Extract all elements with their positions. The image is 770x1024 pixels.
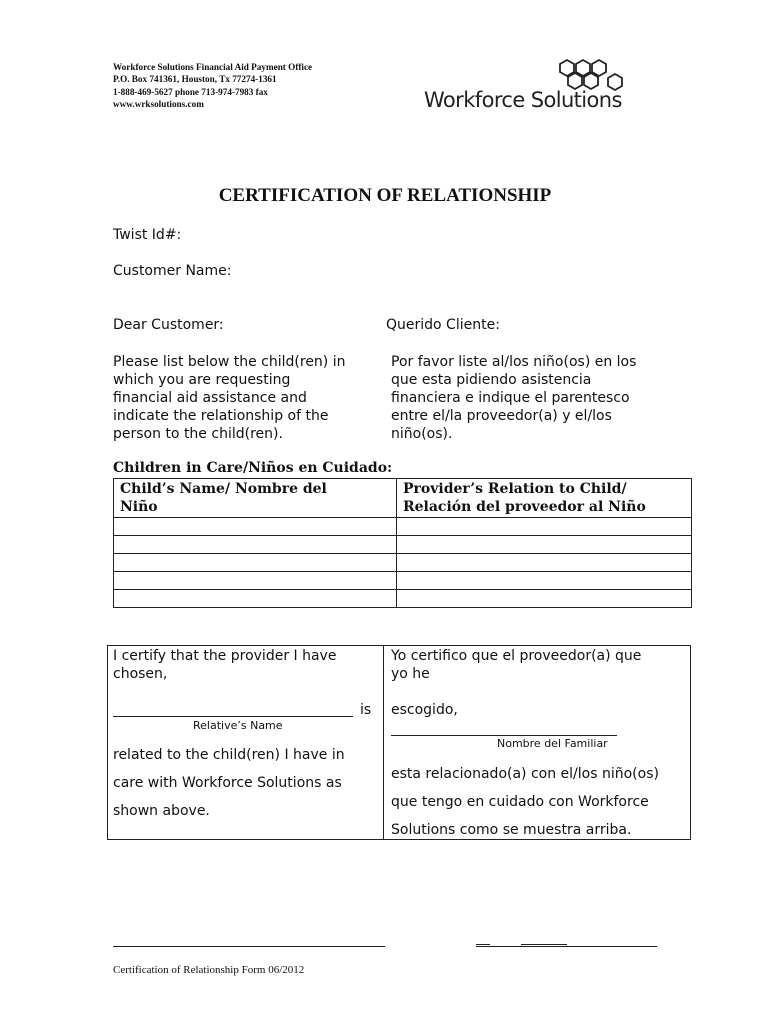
instruction-line: que esta pidiendo asistencia bbox=[391, 372, 592, 388]
is-text: is bbox=[360, 702, 372, 718]
address-line: 1-888-469-5627 phone 713-974-7983 fax bbox=[113, 86, 268, 97]
header-line: Relación del proveedor al Niño bbox=[403, 499, 646, 515]
date-line[interactable] bbox=[476, 946, 657, 947]
certify-spanish-body bbox=[391, 760, 659, 844]
page-title: CERTIFICATION OF RELATIONSHIP bbox=[218, 185, 552, 206]
instruction-line: financial aid assistance and bbox=[113, 390, 307, 406]
child-name-column-header bbox=[114, 479, 397, 518]
instruction-line: niño(os). bbox=[391, 426, 453, 442]
date-line-mark bbox=[476, 944, 490, 945]
relative-name-line[interactable] bbox=[113, 716, 353, 717]
relation-cell[interactable] bbox=[397, 536, 692, 554]
instruction-line: financiera e indique el parentesco bbox=[391, 390, 630, 406]
children-table bbox=[113, 478, 692, 608]
cert-line: Solutions como se muestra arriba. bbox=[391, 822, 632, 838]
child-name-cell[interactable] bbox=[114, 518, 397, 536]
instruction-line: Please list below the child(ren) in bbox=[113, 354, 346, 370]
cert-line: Yo certifico que el proveedor(a) que bbox=[391, 648, 642, 664]
greeting-english: Dear Customer: bbox=[113, 317, 224, 333]
cert-line: yo he bbox=[391, 666, 430, 682]
cert-line: shown above. bbox=[113, 803, 210, 819]
table-row bbox=[114, 590, 692, 608]
address-line: www.wrksolutions.com bbox=[113, 98, 204, 109]
certify-english-body bbox=[113, 741, 345, 825]
address-line: P.O. Box 741361, Houston, Tx 77274-1361 bbox=[113, 74, 277, 85]
child-name-cell[interactable] bbox=[114, 590, 397, 608]
instruction-line: entre el/la proveedor(a) y el/los bbox=[391, 408, 612, 424]
cert-line: chosen, bbox=[113, 666, 168, 682]
child-name-cell[interactable] bbox=[114, 536, 397, 554]
familiar-name-caption: Nombre del Familiar bbox=[497, 737, 608, 750]
table-row bbox=[114, 518, 692, 536]
certification-divider bbox=[383, 645, 384, 840]
table-row bbox=[114, 554, 692, 572]
familiar-name-line[interactable] bbox=[391, 735, 617, 736]
workforce-solutions-logo bbox=[418, 58, 658, 118]
greeting-spanish: Querido Cliente: bbox=[386, 317, 500, 333]
relation-cell[interactable] bbox=[397, 554, 692, 572]
table-header-row bbox=[114, 479, 692, 518]
cert-line: care with Workforce Solutions as bbox=[113, 775, 342, 791]
customer-name-label: Customer Name: bbox=[113, 263, 232, 279]
table-row bbox=[114, 572, 692, 590]
cert-line: esta relacionado(a) con el/los niño(os) bbox=[391, 766, 659, 782]
certify-english-intro bbox=[113, 647, 336, 683]
cert-line: que tengo en cuidado con Workforce bbox=[391, 794, 649, 810]
office-address-block bbox=[113, 61, 312, 110]
instruction-line: indicate the relationship of the bbox=[113, 408, 329, 424]
relation-column-header bbox=[397, 479, 692, 518]
instruction-line: which you are requesting bbox=[113, 372, 291, 388]
child-name-cell[interactable] bbox=[114, 554, 397, 572]
twist-id-label: Twist Id#: bbox=[113, 227, 182, 243]
signature-line[interactable] bbox=[113, 946, 385, 947]
instructions-english bbox=[113, 353, 345, 443]
date-line-mark bbox=[521, 944, 567, 945]
child-name-cell[interactable] bbox=[114, 572, 397, 590]
address-line: Workforce Solutions Financial Aid Payment Office bbox=[113, 62, 313, 72]
table-row bbox=[114, 536, 692, 554]
relation-cell[interactable] bbox=[397, 590, 692, 608]
header-line: Provider’s Relation to Child/ bbox=[403, 481, 627, 497]
header-line: Niño bbox=[120, 499, 158, 515]
relative-name-caption: Relative’s Name bbox=[193, 719, 283, 732]
children-section-heading: Children in Care/Niños en Cuidado: bbox=[113, 460, 393, 476]
instruction-line: Por favor liste al/los niño(os) en los bbox=[391, 354, 637, 370]
logo-wordmark: Workforce Solutions bbox=[424, 88, 622, 112]
instruction-line: person to the child(ren). bbox=[113, 426, 283, 442]
form-footer: Certification of Relationship Form 06/2012 bbox=[113, 964, 305, 976]
cert-line: I certify that the provider I have bbox=[113, 648, 337, 664]
cert-line: related to the child(ren) I have in bbox=[113, 747, 345, 763]
escogido-text: escogido, bbox=[391, 702, 458, 718]
instructions-spanish bbox=[391, 353, 636, 443]
header-line: Child’s Name/ Nombre del bbox=[120, 481, 327, 497]
relation-cell[interactable] bbox=[397, 518, 692, 536]
certify-spanish-intro bbox=[391, 647, 641, 683]
relation-cell[interactable] bbox=[397, 572, 692, 590]
